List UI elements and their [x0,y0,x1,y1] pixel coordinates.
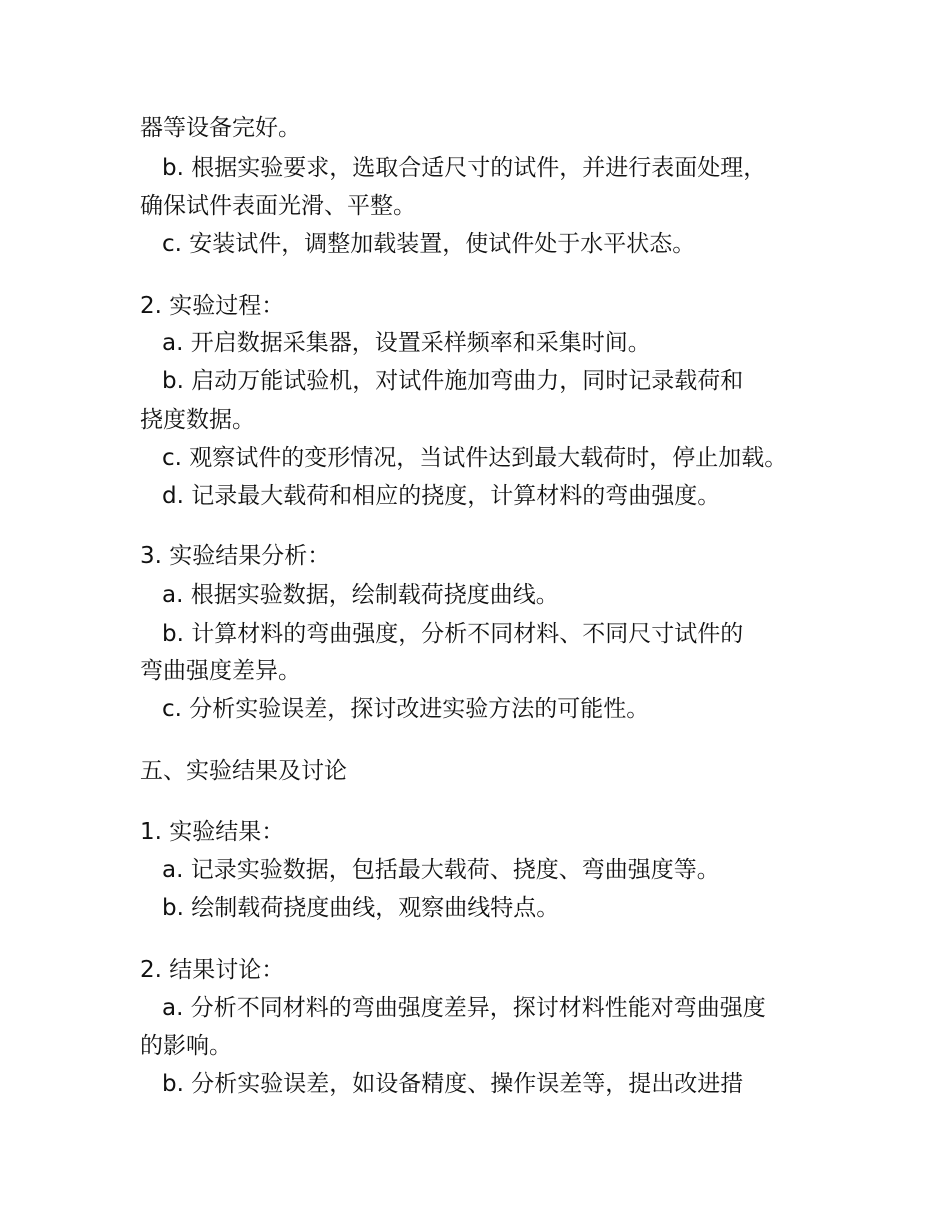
text-line: d. 记录最大载荷和相应的挠度，计算材料的弯曲强度。 [162,483,721,509]
section-heading: 3. 实验结果分析： [140,543,331,569]
text-line: b. 启动万能试验机，对试件施加弯曲力，同时记录载荷和 [162,368,744,394]
text-line: b. 根据实验要求，选取合适尺寸的试件，并进行表面处理， [162,155,767,181]
section-heading: 2. 结果讨论： [140,957,285,983]
section-heading: 1. 实验结果： [140,819,285,845]
text-line: c. 分析实验误差，探讨改进实验方法的可能性。 [162,696,650,722]
text-line: a. 根据实验数据，绘制载荷挠度曲线。 [162,582,559,608]
text-line: 挠度数据。 [140,407,255,433]
text-line: b. 分析实验误差，如设备精度、操作误差等，提出改进措 [162,1071,744,1097]
text-line: a. 记录实验数据，包括最大载荷、挠度、弯曲强度等。 [162,857,720,883]
text-line: 弯曲强度差异。 [140,658,301,684]
text-line: c. 观察试件的变形情况，当试件达到最大载荷时，停止加载。 [162,445,788,471]
text-line: c. 安装试件，调整加载装置，使试件处于水平状态。 [162,231,696,257]
text-line: a. 分析不同材料的弯曲强度差异，探讨材料性能对弯曲强度 [162,995,766,1021]
text-line: 器等设备完好。 [140,115,301,141]
text-line: 确保试件表面光滑、平整。 [140,193,416,219]
section-heading: 2. 实验过程： [140,293,285,319]
text-line: b. 计算材料的弯曲强度，分析不同材料、不同尺寸试件的 [162,621,744,647]
text-line: 的影响。 [140,1033,232,1059]
chapter-heading: 五、实验结果及讨论 [140,758,347,784]
text-line: b. 绘制载荷挠度曲线，观察曲线特点。 [162,895,560,921]
text-line: a. 开启数据采集器，设置采样频率和采集时间。 [162,330,651,356]
